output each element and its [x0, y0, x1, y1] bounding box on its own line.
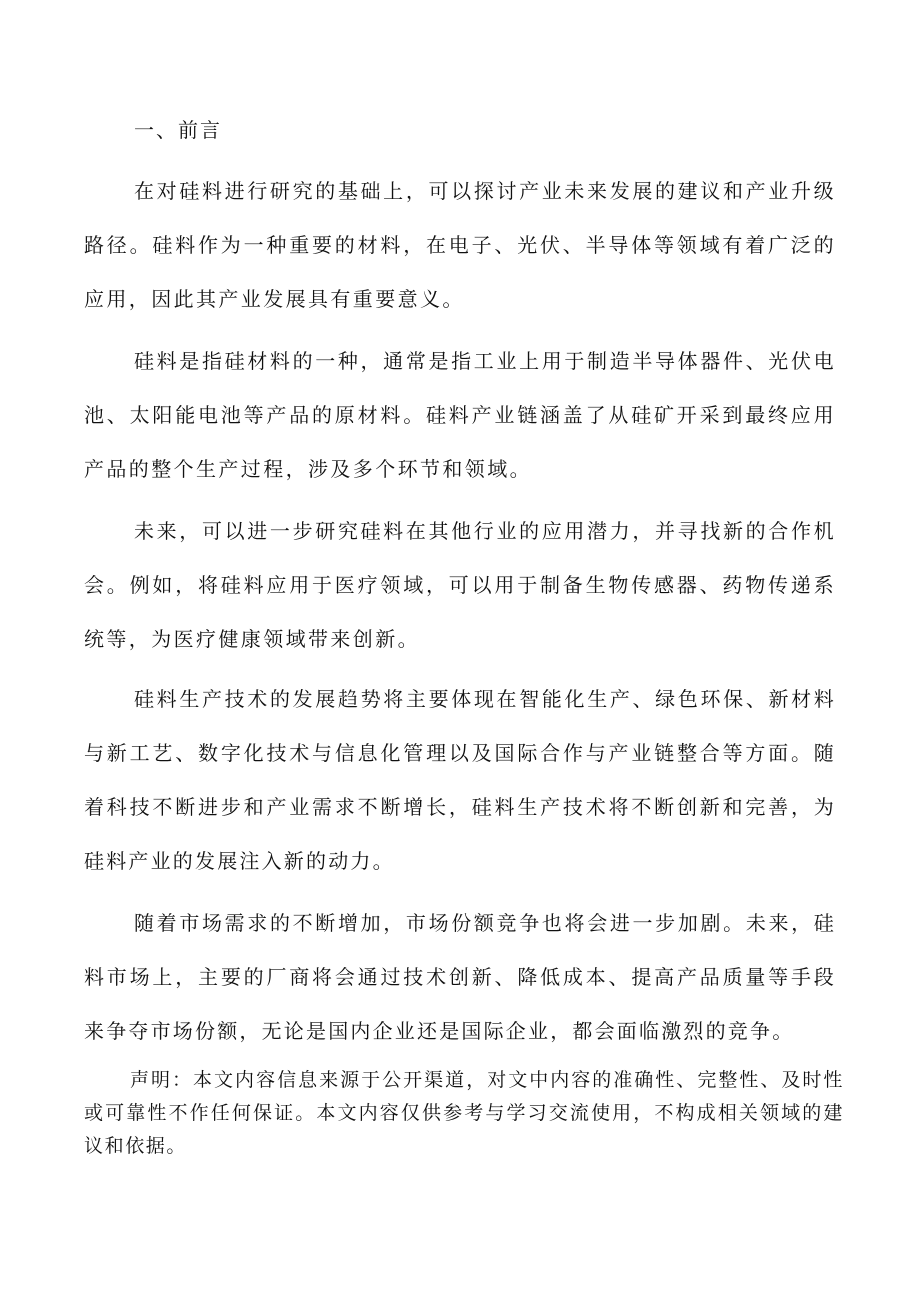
paragraph-future-applications: 未来，可以进一步研究硅料在其他行业的应用潜力，并寻找新的合作机会。例如，将硅料应用于医疗领域，可以用于制备生物传感器、药物传递系统等，为医疗健康领域带来创新。 — [84, 519, 836, 651]
paragraph-technology-trends: 硅料生产技术的发展趋势将主要体现在智能化生产、绿色环保、新材料与新工艺、数字化技术与信息化管理以及国际合作与产业链整合等方面。随着科技不断进步和产业需求不断增长，硅料生产技术将不断创新和完善，为硅料产业的发展注入新的动力。 — [84, 687, 836, 873]
paragraph-intro: 在对硅料进行研究的基础上，可以探讨产业未来发展的建议和产业升级路径。硅料作为一种重要的材料，在电子、光伏、半导体等领域有着广泛的应用，因此其产业发展具有重要意义。 — [84, 179, 836, 311]
section-heading: 一、前言 — [134, 118, 222, 142]
paragraph-definition: 硅料是指硅材料的一种，通常是指工业上用于制造半导体器件、光伏电池、太阳能电池等产品的原材料。硅料产业链涵盖了从硅矿开采到最终应用产品的整个生产过程，涉及多个环节和领域。 — [84, 349, 836, 481]
disclaimer-text: 声明：本文内容信息来源于公开渠道，对文中内容的准确性、完整性、及时性或可靠性不作任何保证。本文内容仅供参考与学习交流使用，不构成相关领域的建议和依据。 — [84, 1069, 844, 1157]
paragraph-market-competition: 随着市场需求的不断增加，市场份额竞争也将会进一步加剧。未来，硅料市场上，主要的厂商将会通过技术创新、降低成本、提高产品质量等手段来争夺市场份额，无论是国内企业还是国际企业，都会面临激烈的竞争。 — [84, 911, 836, 1043]
